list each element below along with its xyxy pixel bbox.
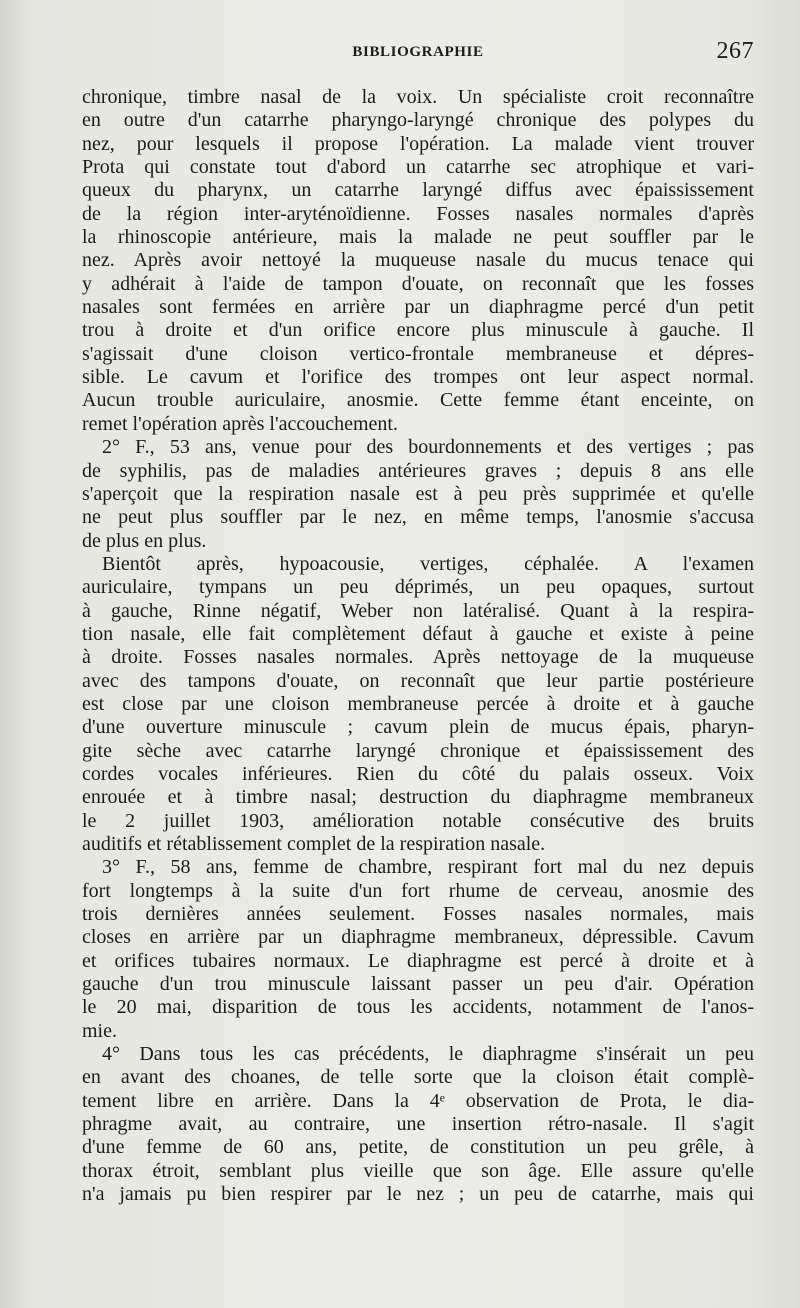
text-line: remet l'opération après l'accouchement.: [82, 412, 398, 435]
text-line: tion nasale, elle fait complètement défaut à gauche et existe à peine: [82, 622, 754, 645]
text-line: et orifices tubaires normaux. Le diaphragme est percé à droite et à: [82, 949, 754, 972]
text-line: le 2 juillet 1903, amélioration notable consécutive des bruits: [82, 809, 754, 832]
page-number: 267: [716, 38, 754, 64]
text-line: sible. Le cavum et l'orifice des trompes ont leur aspect normal.: [82, 366, 754, 389]
text-line: de la région inter-aryténoïdienne. Fosses nasales normales d'après: [82, 202, 754, 225]
text-line: Bientôt après, hypoacousie, vertiges, céphalée. A l'examen: [102, 552, 754, 575]
text-line: de plus en plus.: [82, 529, 207, 552]
text-line: la rhinoscopie antérieure, mais la malade ne peut souffler par le: [82, 226, 754, 249]
text-line: cordes vocales inférieures. Rien du côté du palais osseux. Voix: [82, 762, 754, 785]
text-line: auriculaire, tympans un peu déprimés, un peu opaques, surtout: [82, 576, 754, 599]
text-line: mie.: [82, 1019, 117, 1042]
text-line: 3° F., 58 ans, femme de chambre, respirant fort mal du nez depuis: [102, 856, 754, 879]
text-line: le 20 mai, disparition de tous les accidents, notamment de l'anos-: [82, 996, 754, 1019]
text-line: nez, pour lesquels il propose l'opération. La malade vient trouver: [82, 132, 754, 155]
text-line: 4° Dans tous les cas précédents, le diaphragme s'insérait un peu: [102, 1043, 754, 1066]
text-line: est close par une cloison membraneuse percée à droite et à gauche: [82, 692, 754, 715]
text-line: en avant des choanes, de telle sorte que la cloison était complè-: [82, 1066, 754, 1089]
text-line: 2° F., 53 ans, venue pour des bourdonnements et des vertiges ; pas: [102, 436, 754, 459]
text-line: en outre d'un catarrhe pharyngo-laryngé chronique des polypes du: [82, 109, 754, 132]
text-line: ne peut plus souffler par le nez, en même temps, l'anosmie s'accusa: [82, 506, 754, 529]
text-line: à droite. Fosses nasales normales. Après nettoyage de la muqueuse: [82, 646, 754, 669]
text-line: s'aperçoit que la respiration nasale est à peu près supprimée et qu'elle: [82, 482, 754, 505]
text-line: phragme avait, au contraire, une insertion rétro-nasale. Il s'agit: [82, 1113, 754, 1136]
running-head: [82, 38, 754, 68]
text-line: s'agissait d'une cloison vertico-frontale membraneuse et dépres-: [82, 342, 754, 365]
text-line: tement libre en arrière. Dans la 4ᵉ observation de Prota, le dia-: [82, 1089, 754, 1112]
text-line: nez. Après avoir nettoyé la muqueuse nasale du mucus tenace qui: [82, 249, 754, 272]
body-text: [82, 86, 754, 1207]
text-line: chronique, timbre nasal de la voix. Un spécialiste croit reconnaître: [82, 86, 754, 108]
text-line: closes en arrière par un diaphragme membraneux, dépressible. Cavum: [82, 926, 754, 949]
text-line: n'a jamais pu bien respirer par le nez ; un peu de catarrhe, mais qui: [82, 1183, 754, 1206]
text-line: auditifs et rétablissement complet de la respiration nasale.: [82, 833, 546, 855]
text-line: nasales sont fermées en arrière par un diaphragme percé d'un petit: [82, 296, 754, 319]
text-line: queux du pharynx, un catarrhe laryngé diffus avec épaississement: [82, 179, 754, 202]
text-line: thorax étroit, semblant plus vieille que son âge. Elle assure qu'elle: [82, 1159, 754, 1182]
running-title: BIBLIOGRAPHIE: [352, 44, 484, 60]
text-line: avec des tampons d'ouate, on reconnaît que leur partie postérieure: [82, 669, 754, 692]
text-line: y adhérait à l'aide de tampon d'ouate, on reconnaît que les fosses: [82, 272, 754, 295]
text-line: Aucun trouble auriculaire, anosmie. Cette femme étant enceinte, on: [82, 389, 754, 412]
text-line: gite sèche avec catarrhe laryngé chronique et épaississement des: [82, 739, 754, 762]
text-line: enrouée et à timbre nasal; destruction du diaphragme membraneux: [82, 786, 754, 809]
text-line: trois dernières années seulement. Fosses nasales normales, mais: [82, 903, 754, 926]
text-line: Prota qui constate tout d'abord un catarrhe sec atrophique et vari-: [82, 156, 754, 179]
text-line: trou à droite et d'un orifice encore plus minuscule à gauche. Il: [82, 319, 754, 342]
text-line: fort longtemps à la suite d'un fort rhume de cerveau, anosmie des: [82, 879, 754, 902]
text-line: gauche d'un trou minuscule laissant passer un peu d'air. Opération: [82, 973, 754, 996]
text-line: d'une ouverture minuscule ; cavum plein de mucus épais, pharyn-: [82, 716, 754, 739]
text-line: d'une femme de 60 ans, petite, de constitution un peu grêle, à: [82, 1136, 754, 1159]
text-line: à gauche, Rinne négatif, Weber non latéralisé. Quant à la respira-: [82, 599, 754, 622]
text-line: de syphilis, pas de maladies antérieures graves ; depuis 8 ans elle: [82, 459, 754, 482]
